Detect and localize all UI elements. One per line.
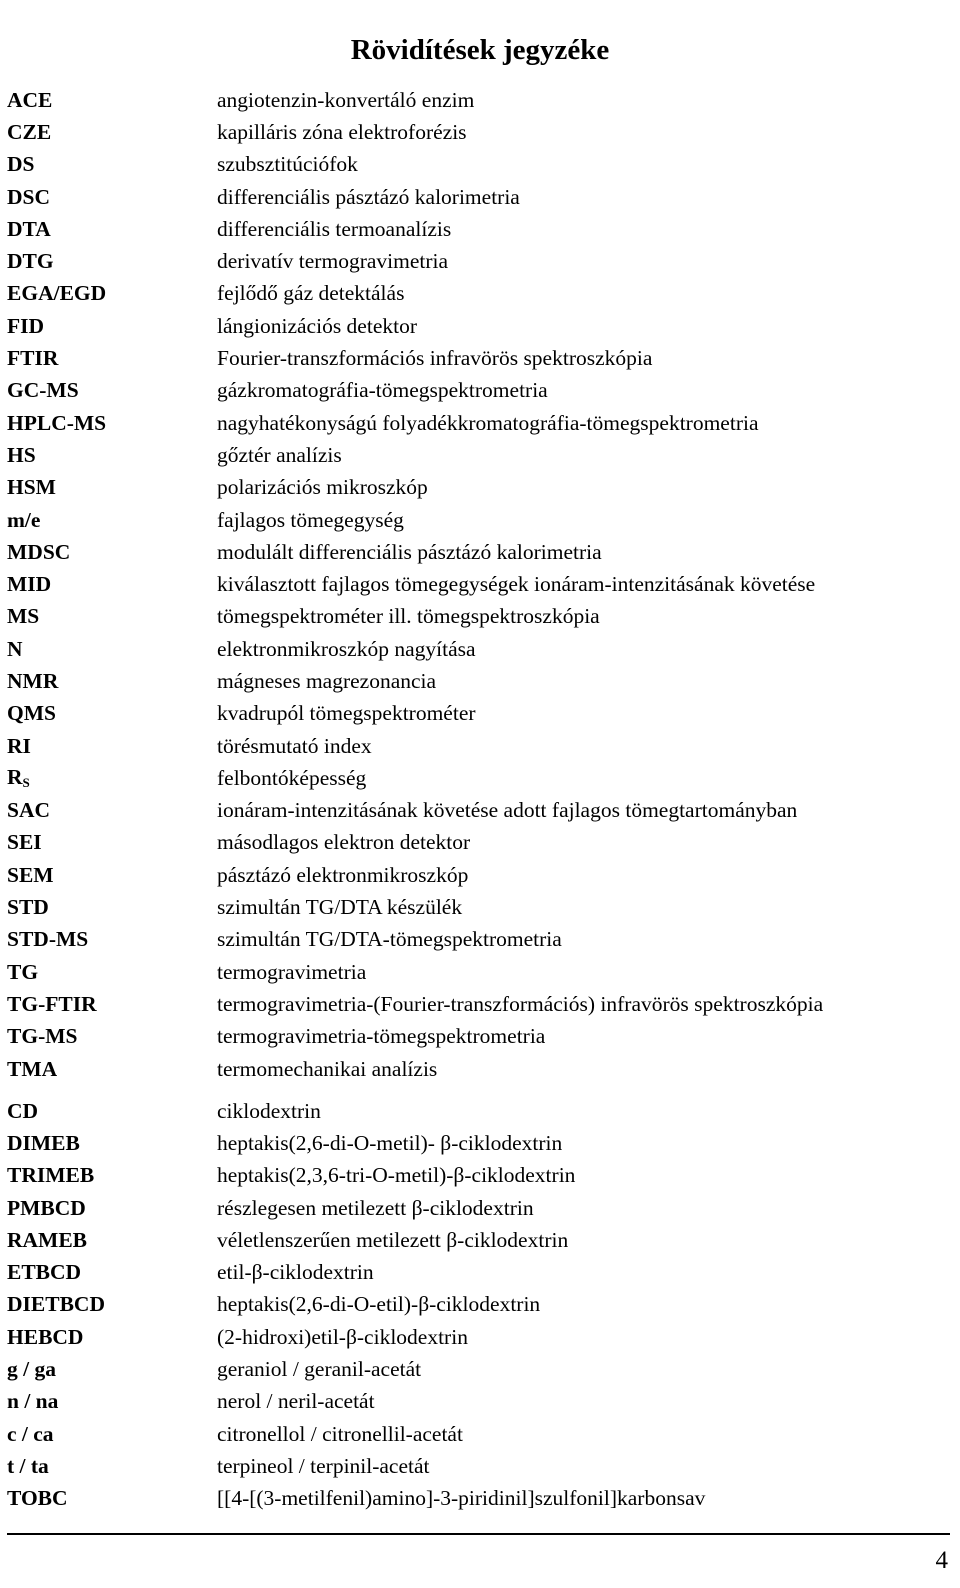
abbreviation-text: EGA/EGD	[7, 281, 107, 306]
abbreviation-row	[0, 1224, 960, 1256]
abbreviation-text: FTIR	[7, 346, 59, 371]
abbreviation-list-cyclodextrins	[0, 1095, 960, 1515]
definition: modulált differenciális pásztázó kalorimetria	[217, 539, 602, 564]
abbreviation	[0, 540, 217, 565]
definition: derivatív termogravimetria	[217, 249, 449, 274]
abbreviation	[0, 1486, 217, 1511]
abbreviation	[0, 475, 217, 500]
definition: fejlődő gáz detektálás	[217, 281, 405, 306]
abbreviation	[0, 604, 217, 629]
abbreviation-row	[0, 1095, 960, 1127]
abbreviation	[0, 378, 217, 403]
abbreviation-row	[0, 924, 960, 956]
definition: nagyhatékonyságú folyadékkromatográfia-tömegspektrometria	[217, 410, 759, 435]
abbreviation-row	[0, 375, 960, 407]
abbreviation	[0, 1325, 217, 1350]
abbreviation-text: SEI	[7, 830, 42, 855]
abbreviation	[0, 1292, 217, 1317]
definition: termogravimetria-(Fourier-transzformációs) infravörös spektroszkópia	[217, 991, 824, 1016]
abbreviation-row	[0, 698, 960, 730]
abbreviation	[0, 1057, 217, 1082]
abbreviation-text: HPLC-MS	[7, 410, 107, 435]
abbreviation-row	[0, 891, 960, 923]
definition: terpineol / terpinil-acetát	[217, 1453, 430, 1478]
abbreviation	[0, 185, 217, 210]
abbreviation	[0, 863, 217, 888]
abbreviation-row	[0, 956, 960, 988]
abbreviation	[0, 314, 217, 339]
abbreviation	[0, 572, 217, 597]
abbreviation-text: HS	[7, 442, 36, 467]
definition: gőztér analízis	[217, 442, 342, 467]
abbreviation	[0, 281, 217, 306]
definition: [[4-[(3-metilfenil)amino]-3-piridinil]szulfonil]karbonsav	[217, 1486, 706, 1511]
abbreviation-text: PMBCD	[7, 1195, 86, 1220]
abbreviation-text: DS	[7, 152, 35, 177]
abbreviation	[0, 669, 217, 694]
definition: differenciális termoanalízis	[217, 216, 452, 241]
definition: kiválasztott fajlagos tömegegységek ionáram-intenzitásának követése	[217, 572, 816, 597]
abbreviation-row	[0, 342, 960, 374]
definition: szubsztitúciófok	[217, 152, 358, 177]
abbreviation-row	[0, 988, 960, 1020]
abbreviation-row	[0, 859, 960, 891]
abbreviation	[0, 1131, 217, 1156]
abbreviation-text: DSC	[7, 184, 51, 209]
definition: részlegesen metilezett β-ciklodextrin	[217, 1195, 534, 1220]
abbreviation	[0, 830, 217, 855]
abbreviation	[0, 1454, 217, 1479]
abbreviation-row	[0, 795, 960, 827]
definition: ciklodextrin	[217, 1098, 321, 1123]
abbreviation-text: TG-FTIR	[7, 991, 97, 1016]
abbreviation	[0, 346, 217, 371]
definition: szimultán TG/DTA készülék	[217, 895, 463, 920]
abbreviation	[0, 1228, 217, 1253]
abbreviation-text: TG	[7, 959, 39, 984]
abbreviation-row	[0, 181, 960, 213]
abbreviation-text: GC-MS	[7, 378, 79, 403]
abbreviation-text: ACE	[7, 87, 53, 112]
abbreviation	[0, 765, 217, 791]
abbreviation-row	[0, 1160, 960, 1192]
definition: tömegspektrométer ill. tömegspektroszkópia	[217, 604, 600, 629]
abbreviation	[0, 1099, 217, 1124]
abbreviation-subscript: S	[22, 775, 30, 791]
definition: termogravimetria	[217, 959, 367, 984]
abbreviation-row	[0, 472, 960, 504]
abbreviation-row	[0, 1386, 960, 1418]
abbreviation-text: DIMEB	[7, 1130, 80, 1155]
definition: másodlagos elektron detektor	[217, 830, 471, 855]
definition: heptakis(2,3,6-tri-O-metil)-β-ciklodextrin	[217, 1163, 576, 1188]
definition: termogravimetria-tömegspektrometria	[217, 1024, 546, 1049]
abbreviation-text: RAMEB	[7, 1227, 88, 1252]
abbreviation-row	[0, 1021, 960, 1053]
abbreviation	[0, 152, 217, 177]
abbreviation-row	[0, 601, 960, 633]
definition: fajlagos tömegegység	[217, 507, 404, 532]
definition: elektronmikroszkóp nagyítása	[217, 636, 476, 661]
definition: heptakis(2,6-di-O-metil)- β-ciklodextrin	[217, 1130, 563, 1155]
abbreviation	[0, 1357, 217, 1382]
abbreviation	[0, 637, 217, 662]
abbreviation-row	[0, 1353, 960, 1385]
definition: gázkromatográfia-tömegspektrometria	[217, 378, 548, 403]
abbreviation-row	[0, 278, 960, 310]
abbreviation	[0, 992, 217, 1017]
abbreviation-text: FID	[7, 313, 45, 338]
abbreviation-text: NMR	[7, 668, 59, 693]
abbreviation	[0, 960, 217, 985]
abbreviation-row	[0, 1483, 960, 1515]
definition: citronellol / citronellil-acetát	[217, 1421, 463, 1446]
abbreviation-text: CD	[7, 1098, 39, 1123]
abbreviation-row	[0, 407, 960, 439]
abbreviation	[0, 734, 217, 759]
abbreviation-row	[0, 1289, 960, 1321]
abbreviation-row	[0, 1127, 960, 1159]
abbreviation-text: SAC	[7, 798, 51, 823]
abbreviation	[0, 798, 217, 823]
abbreviation-text: TOBC	[7, 1486, 68, 1511]
abbreviation-text: HEBCD	[7, 1324, 84, 1349]
abbreviation-row	[0, 827, 960, 859]
abbreviation-list-analytical	[0, 84, 960, 1085]
abbreviation	[0, 701, 217, 726]
abbreviation-row	[0, 84, 960, 116]
abbreviation-text: SEM	[7, 862, 54, 887]
abbreviation	[0, 508, 217, 533]
abbreviation-row	[0, 1192, 960, 1224]
abbreviation	[0, 1422, 217, 1447]
abbreviation	[0, 88, 217, 113]
abbreviation-row	[0, 245, 960, 277]
abbreviation	[0, 217, 217, 242]
definition: szimultán TG/DTA-tömegspektrometria	[217, 927, 562, 952]
abbreviation-text: CZE	[7, 119, 52, 144]
abbreviation-text: DTG	[7, 249, 54, 274]
definition: nerol / neril-acetát	[217, 1389, 375, 1414]
definition: ionáram-intenzitásának követése adott fajlagos tömegtartományban	[217, 798, 798, 823]
abbreviation	[0, 927, 217, 952]
definition: véletlenszerűen metilezett β-ciklodextrin	[217, 1227, 569, 1252]
abbreviation	[0, 1389, 217, 1414]
abbreviation-row	[0, 633, 960, 665]
abbreviation-row	[0, 310, 960, 342]
definition: pásztázó elektronmikroszkóp	[217, 862, 469, 887]
abbreviation-row	[0, 1321, 960, 1353]
abbreviation-row	[0, 1053, 960, 1085]
abbreviation-text: m/e	[7, 507, 41, 532]
abbreviation-row	[0, 730, 960, 762]
definition: differenciális pásztázó kalorimetria	[217, 184, 520, 209]
abbreviation-text: MDSC	[7, 539, 71, 564]
definition: Fourier-transzformációs infravörös spektroszkópia	[217, 346, 653, 371]
abbreviation	[0, 1163, 217, 1188]
abbreviation-text: DIETBCD	[7, 1292, 105, 1317]
abbreviation-text: n / na	[7, 1389, 59, 1414]
definition: kvadrupól tömegspektrométer	[217, 701, 476, 726]
abbreviation-text: DTA	[7, 216, 51, 241]
abbreviation-text: MID	[7, 572, 52, 597]
abbreviation-row	[0, 149, 960, 181]
abbreviation	[0, 895, 217, 920]
abbreviation-text: RI	[7, 733, 31, 758]
abbreviation	[0, 411, 217, 436]
definition: mágneses magrezonancia	[217, 668, 437, 693]
abbreviation-row	[0, 213, 960, 245]
page-title: Rövidítések jegyzéke	[350, 34, 610, 66]
abbreviation-text: R	[7, 765, 23, 790]
abbreviation-text: STD-MS	[7, 927, 89, 952]
abbreviation-text: ETBCD	[7, 1260, 82, 1285]
definition: termomechanikai analízis	[217, 1056, 438, 1081]
abbreviation	[0, 1196, 217, 1221]
abbreviation	[0, 443, 217, 468]
abbreviation-row	[0, 1450, 960, 1482]
abbreviation-text: N	[7, 636, 23, 661]
definition: (2-hidroxi)etil-β-ciklodextrin	[217, 1324, 468, 1349]
abbreviation-row	[0, 116, 960, 148]
definition: törésmutató index	[217, 733, 372, 758]
abbreviation-row	[0, 665, 960, 697]
definition: angiotenzin-konvertáló enzim	[217, 87, 475, 112]
abbreviation-text: c / ca	[7, 1421, 54, 1446]
definition: heptakis(2,6-di-O-etil)-β-ciklodextrin	[217, 1292, 541, 1317]
abbreviation-row	[0, 536, 960, 568]
definition: polarizációs mikroszkóp	[217, 475, 428, 500]
abbreviation	[0, 249, 217, 274]
definition: felbontóképesség	[217, 765, 367, 790]
definition: etil-β-ciklodextrin	[217, 1260, 374, 1285]
abbreviation-row	[0, 1418, 960, 1450]
abbreviation-row	[0, 762, 960, 794]
footer-rule	[7, 1533, 950, 1535]
abbreviation-text: g / ga	[7, 1357, 56, 1382]
abbreviation-text: TG-MS	[7, 1024, 78, 1049]
definition: lángionizációs detektor	[217, 313, 417, 338]
abbreviation-text: HSM	[7, 475, 56, 500]
abbreviation-text: QMS	[7, 701, 56, 726]
definition: kapilláris zóna elektroforézis	[217, 119, 467, 144]
abbreviation-row	[0, 568, 960, 600]
abbreviation-text: STD	[7, 895, 49, 920]
abbreviation	[0, 1024, 217, 1049]
abbreviation	[0, 120, 217, 145]
definition: geraniol / geranil-acetát	[217, 1357, 422, 1382]
abbreviation-row	[0, 1256, 960, 1288]
abbreviation-text: MS	[7, 604, 40, 629]
abbreviation-text: TRIMEB	[7, 1163, 95, 1188]
abbreviation-row	[0, 439, 960, 471]
abbreviation-row	[0, 504, 960, 536]
page-number: 4	[935, 1547, 948, 1574]
abbreviation-text: t / ta	[7, 1453, 49, 1478]
abbreviation-text: TMA	[7, 1056, 58, 1081]
abbreviation	[0, 1260, 217, 1285]
